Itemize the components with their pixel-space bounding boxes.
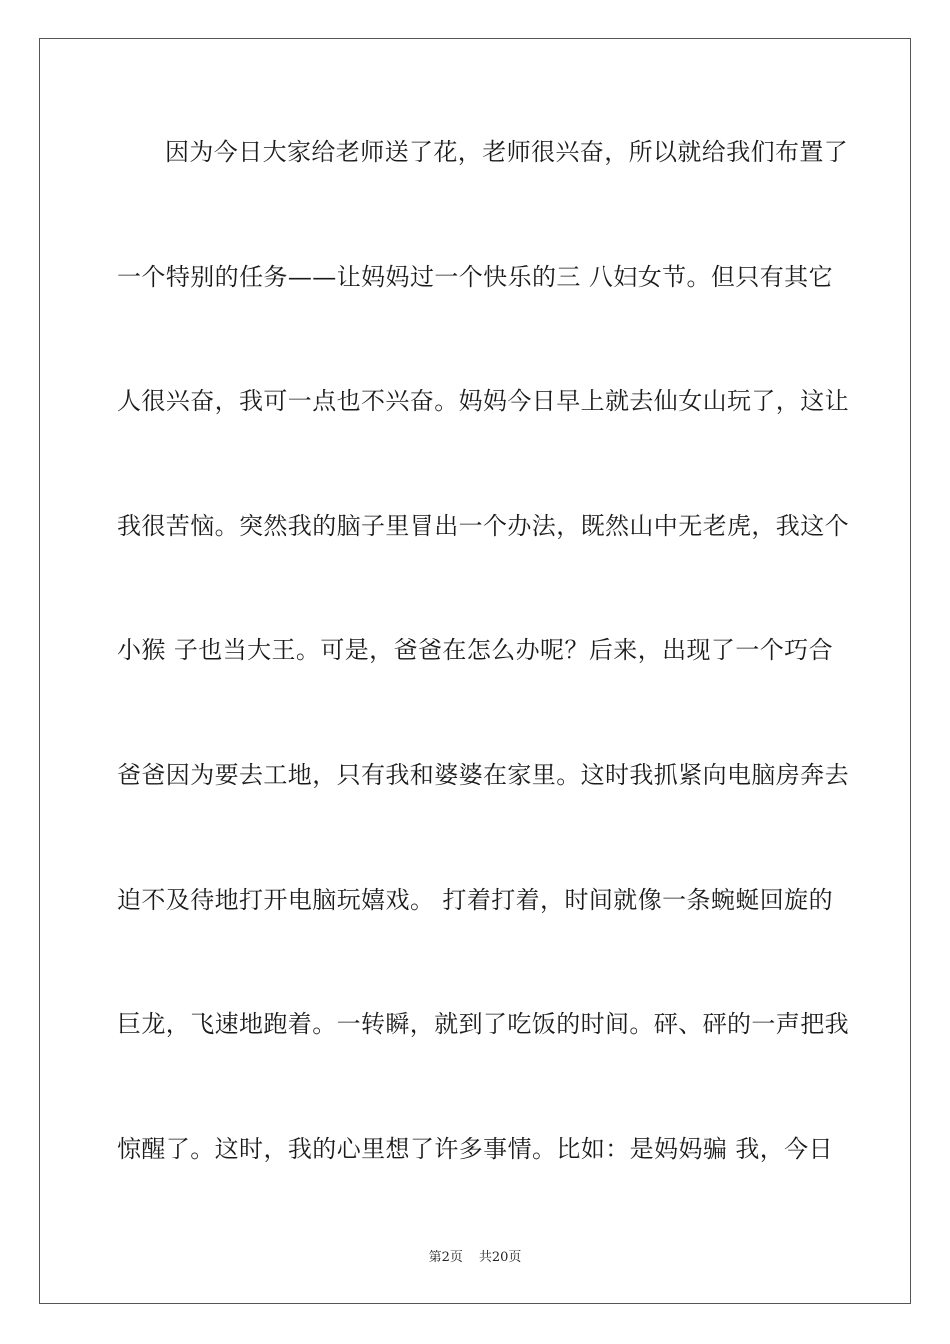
text-line: 迫不及待地打开电脑玩嬉戏。 打着打着，时间就像一条蜿蜒回旋的 — [117, 885, 833, 914]
text-line: 惊醒了。这时，我的心里想了许多事情。比如：是妈妈骗 我，今日 — [117, 1134, 833, 1163]
page-footer — [0, 1246, 950, 1265]
text-line: 人很兴奋，我可一点也不兴奋。妈妈今日早上就去仙女山玩了，这让 — [117, 387, 849, 416]
body-text — [117, 128, 849, 1249]
text-line: 因为今日大家给老师送了花，老师很兴奋，所以就给我们布置了 — [165, 138, 849, 166]
text-line: 巨龙，飞速地跑着。一转瞬，就到了吃饭的时间。砰、砰的一声把我 — [117, 1010, 849, 1039]
text-line: 一个特别的任务——让妈妈过一个快乐的三 八妇女节。但只有其它 — [117, 262, 833, 291]
text-line: 小猴 子也当大王。可是，爸爸在怎么办呢？后来，出现了一个巧合 — [117, 636, 833, 665]
text-line: 爸爸因为要去工地，只有我和婆婆在家里。这时我抓紧向电脑房奔去 — [117, 760, 849, 789]
page-total: 共20页 — [478, 1250, 522, 1265]
text-line: 我很苦恼。突然我的脑子里冒出一个办法，既然山中无老虎，我这个 — [117, 511, 849, 540]
page-number: 第2页 — [428, 1250, 463, 1265]
